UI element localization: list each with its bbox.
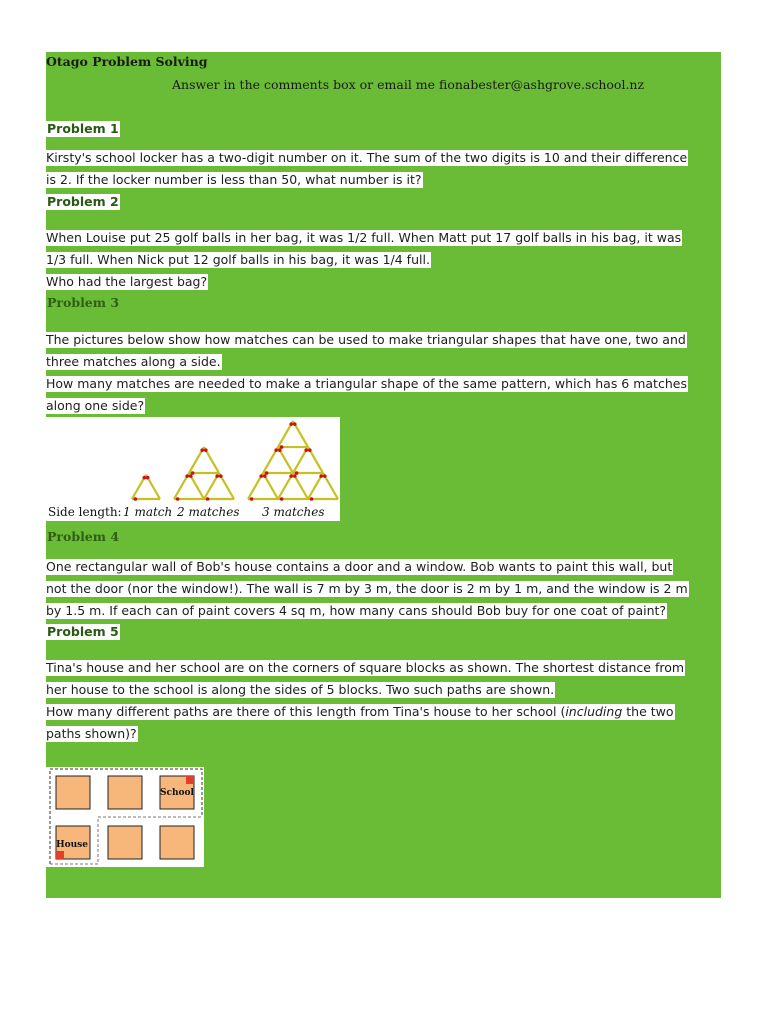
problem-4-heading: Problem 4 <box>47 529 120 544</box>
match-head <box>191 471 195 475</box>
content-panel <box>46 52 721 898</box>
problem-5-question-line-2: paths shown)? <box>46 726 137 741</box>
house-label: House <box>56 840 88 850</box>
problem-5-heading: Problem 5 <box>47 624 119 639</box>
city-blocks-figure <box>46 767 204 867</box>
problem-5-line: Tina's house and her school are on the corners of square blocks as shown. The shortest distance from <box>46 660 685 675</box>
match-head <box>289 422 293 426</box>
block <box>108 776 142 809</box>
problem-5-question <box>46 704 675 720</box>
caption-2-matches: 2 matches <box>177 505 240 519</box>
match-head <box>206 497 210 501</box>
match-head <box>280 445 284 449</box>
problem-3-line: three matches along a side. <box>46 354 221 369</box>
school-label: School <box>160 788 194 798</box>
house-marker <box>56 851 64 859</box>
problem-4-line: not the door (nor the window!). The wall is 7 m by 3 m, the door is 2 m by 1 m, and the window is 2 m <box>46 581 688 596</box>
match-head <box>295 471 299 475</box>
match-head <box>263 474 267 478</box>
problem-5-question-end: the two <box>622 704 674 719</box>
match-head <box>308 448 312 452</box>
match-head <box>250 497 254 501</box>
block <box>108 826 142 859</box>
match-head <box>280 497 284 501</box>
matchstick-triangles-drawing <box>46 417 340 521</box>
block <box>160 826 194 859</box>
problem-2-heading: Problem 2 <box>47 194 119 209</box>
match-head <box>219 474 223 478</box>
match-head <box>304 448 308 452</box>
match-head <box>323 474 327 478</box>
match-head <box>215 474 219 478</box>
match-head <box>259 474 263 478</box>
match-head <box>185 474 189 478</box>
caption-1-match: 1 match <box>123 505 173 519</box>
page-subtitle: Answer in the comments box or email me fionabester@ashgrove.school.nz <box>172 77 645 92</box>
match-head <box>200 448 204 452</box>
match-head <box>278 448 282 452</box>
problem-5-line: her house to the school is along the sides of 5 blocks. Two such paths are shown. <box>46 682 555 697</box>
caption-3-matches: 3 matches <box>262 505 325 519</box>
problem-1-line: is 2. If the locker number is less than 50, what number is it? <box>46 172 422 187</box>
match-head <box>134 497 138 501</box>
problem-3-line: How many matches are needed to make a triangular shape of the same pattern, which has 6 matches <box>46 376 687 391</box>
school-marker <box>186 776 194 784</box>
problem-4-line: by 1.5 m. If each can of paint covers 4 sq m, how many cans should Bob buy for one coat of paint? <box>46 603 667 618</box>
match-head <box>274 448 278 452</box>
match-head <box>293 422 297 426</box>
problem-3-line: The pictures below show how matches can be used to make triangular shapes that have one, two and <box>46 332 686 347</box>
problem-2-line: 1/3 full. When Nick put 12 golf balls in his bag, it was 1/4 full. <box>46 252 430 267</box>
match-head <box>293 474 297 478</box>
match-head <box>204 448 208 452</box>
matchstick-triangles-figure <box>46 417 340 521</box>
city-blocks-drawing <box>46 767 204 867</box>
problem-5-question-italic: including <box>565 704 623 719</box>
match-head <box>319 474 323 478</box>
page-title: Otago Problem Solving <box>46 54 208 69</box>
match-head <box>143 476 147 480</box>
match-head <box>289 474 293 478</box>
side-length-label: Side length: <box>48 505 122 519</box>
problem-1-line: Kirsty's school locker has a two-digit number on it. The sum of the two digits is 10 and their difference <box>46 150 688 165</box>
match-head <box>265 471 269 475</box>
problem-2-line: Who had the largest bag? <box>46 274 208 289</box>
problem-2-line: When Louise put 25 golf balls in her bag, it was 1/2 full. When Matt put 17 golf balls in his bag, it was <box>46 230 682 245</box>
match-head <box>310 497 314 501</box>
problem-4-line: One rectangular wall of Bob's house contains a door and a window. Bob wants to paint this wall, but <box>46 559 673 574</box>
problem-5-question-start: How many different paths are there of this length from Tina's house to her school ( <box>46 704 566 719</box>
problem-1-heading: Problem 1 <box>47 121 119 136</box>
match-head <box>189 474 193 478</box>
problem-3-heading: Problem 3 <box>47 295 120 310</box>
match-head <box>176 497 180 501</box>
match-head <box>146 476 150 480</box>
block <box>56 776 90 809</box>
problem-3-line: along one side? <box>46 398 145 413</box>
